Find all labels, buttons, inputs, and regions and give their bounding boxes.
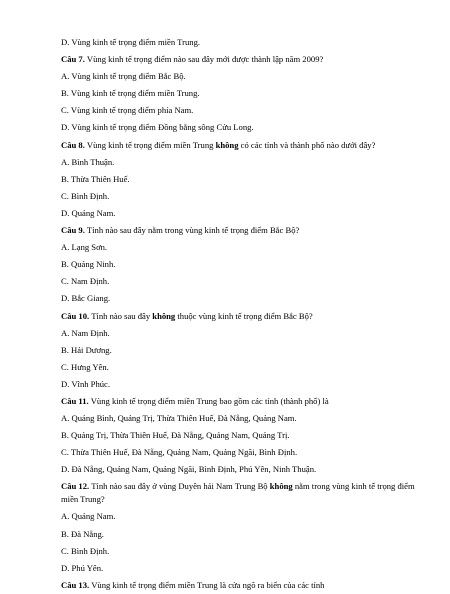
answer-option: B. Thừa Thiên Huế. (61, 173, 130, 184)
answer-option: D. Vĩnh Phúc. (61, 378, 111, 389)
answer-option: A. Quảng Nam. (61, 511, 116, 522)
answer-option: B. Quảng Ninh. (61, 259, 116, 270)
question-text: Tỉnh nào sau đây (91, 310, 151, 321)
question-text: nằm trong vùng kinh tế trọng điểm miền Trung? (61, 481, 415, 505)
answer-option: C. Thừa Thiên Huế, Đà Nẵng, Quảng Nam, Quảng Ngãi, Bình Định. (61, 447, 298, 458)
question-text: thuộc vùng kinh tế trọng điểm Bắc Bộ? (177, 310, 313, 321)
question-12 (61, 480, 420, 506)
answer-option: A. Lạng Sơn. (61, 242, 108, 253)
answer-option: D. Bắc Giang. (61, 293, 111, 304)
answer-option: D. Vùng kinh tế trọng điểm Đồng bằng sông Cửu Long. (61, 122, 254, 133)
answer-option: D. Vùng kinh tế trọng điểm miền Trung. (61, 37, 201, 47)
question-text: Tỉnh nào sau đây ở vùng Duyên hải Nam Trung Bộ (91, 481, 268, 492)
question-10 (61, 308, 420, 325)
answer-option: C. Bình Định. (61, 545, 110, 556)
question-text: Vùng kinh tế trọng điểm miền Trung (86, 139, 214, 150)
question-text: Vùng kinh tế trọng điểm nào sau đây mới được thành lập năm 2009? (86, 54, 324, 65)
answer-option: D. Phú Yên. (61, 562, 104, 573)
answer-option: C. Nam Định. (61, 276, 110, 287)
question-13 (61, 577, 420, 594)
question-7 (61, 51, 420, 68)
answer-option: A. Bình Thuận. (61, 156, 115, 167)
answer-option: A. Nam Định. (61, 327, 110, 338)
question-label: Câu 13. (61, 579, 90, 590)
question-8 (61, 137, 420, 154)
question-label: Câu 8. (61, 139, 85, 150)
question-text: Tỉnh nào sau đây nằm trong vùng kinh tế trọng điểm Bắc Bộ? (86, 225, 300, 236)
answer-option: C. Hưng Yên. (61, 361, 109, 372)
question-keyword: không (269, 481, 293, 492)
answer-option: C. Vùng kinh tế trọng điểm phía Nam. (61, 105, 194, 116)
question-label: Câu 12. (61, 481, 90, 492)
answer-option: C. Bình Định. (61, 190, 110, 201)
question-text: Vùng kinh tế trọng điểm miền Trung bao gồm các tỉnh (thành phố) là (90, 395, 329, 406)
question-label: Câu 7. (61, 54, 85, 65)
question-text: có các tỉnh và thành phố nào dưới đây? (240, 139, 376, 150)
question-9 (61, 222, 420, 239)
answer-option: B. Vùng kinh tế trọng điểm miền Trung. (61, 88, 200, 99)
answer-option: D. Quảng Nam. (61, 207, 116, 218)
question-label: Câu 9. (61, 225, 85, 236)
question-label: Câu 11. (61, 395, 89, 406)
answer-option: B. Đà Nẵng. (61, 528, 104, 539)
question-keyword: không (152, 310, 176, 321)
question-text: Vùng kinh tế trọng điểm miền Trung là cửa ngõ ra biển của các tỉnh (91, 579, 325, 590)
answer-option: A. Vùng kinh tế trọng điểm Bắc Bộ. (61, 71, 186, 82)
question-label: Câu 10. (61, 310, 90, 321)
answer-option: B. Quảng Trị, Thừa Thiên Huế, Đà Nẵng, Quảng Nam, Quảng Trị. (61, 430, 290, 441)
answer-option: D. Đà Nẵng, Quảng Nam, Quảng Ngãi, Bình Định, Phú Yên, Ninh Thuận. (61, 464, 317, 475)
question-11 (61, 393, 420, 410)
answer-option: A. Quảng Bình, Quảng Trị, Thừa Thiên Huế, Đà Nẵng, Quảng Nam. (61, 413, 297, 424)
answer-option: B. Hải Dương. (61, 344, 112, 355)
question-keyword: không (215, 139, 239, 150)
